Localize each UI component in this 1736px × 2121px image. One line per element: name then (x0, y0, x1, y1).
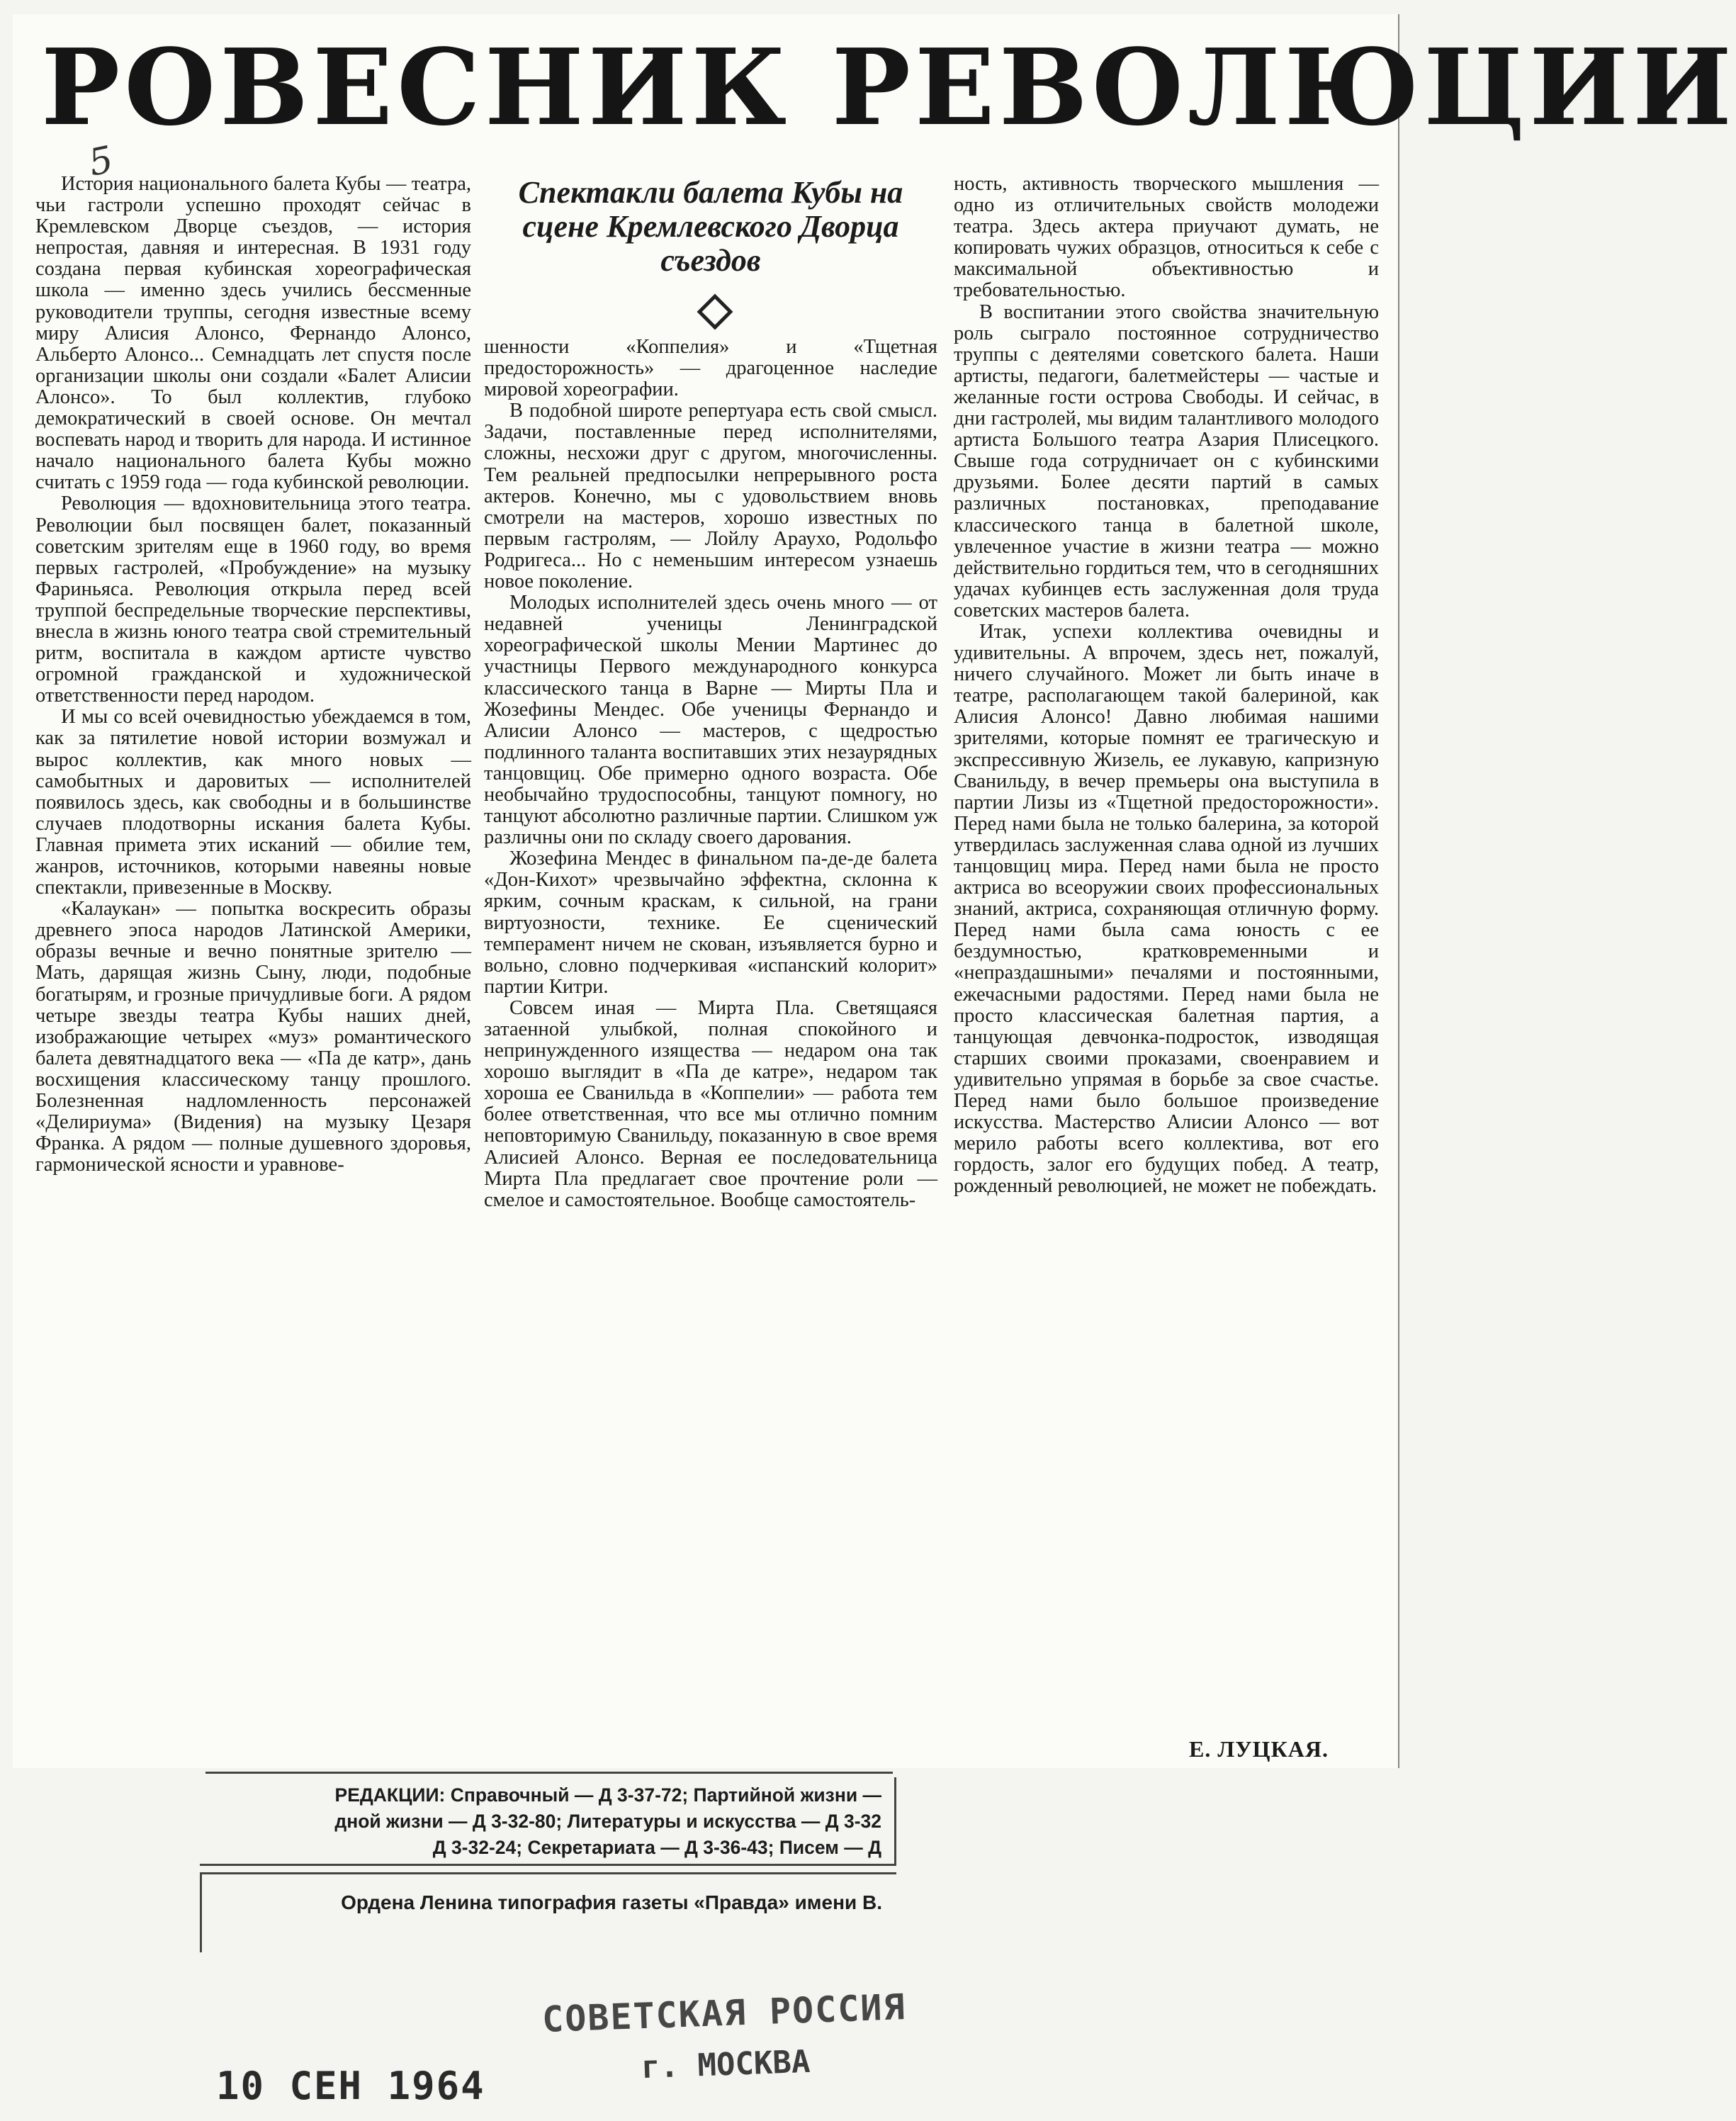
paragraph: Жозефина Мендес в финальном па-де-де балета «Дон-Кихот» чрезвычайно эффектна, склонна к ярким, сочным краскам, к сильной, на грани виртуозности, технике. Ее сценический темперамент ничем не скован, изъявляется бурно и вольно, словно подчеркивая «испанский колорит» партии Китри. (484, 848, 937, 998)
newspaper-stamp: СОВЕТСКАЯ РОССИЯ (541, 1986, 907, 2040)
date-stamp: 10 СЕН 1964 (216, 2064, 485, 2108)
paragraph: Революция — вдохновительница этого театра. Революции был посвящен балет, показанный советским зрителям еще в 1960 году, во время первых гастролей, «Пробуждение» на музыку Фариньяса. Революция открыла перед всей труппой беспредельные творческие перспективы, внесла в жизнь юного театра свой стремительный ритм, воспитала в каждом артисте чувство огромной гражданской и художнической ответственности перед народом. (35, 493, 471, 707)
paragraph: История национального балета Кубы — театра, чьи гастроли успешно проходят сейчас в Кремлевском Дворце съездов, — история непростая, давняя и интересная. В 1931 году создана первая кубинская хореографическая школа — именно здесь учились бессменные руководители труппы, сегодня известные всему миру Алисия Алонсо, Фернандо Алонсо, Альберто Алонсо... Семнадцать лет спустя после организации школы они создали «Балет Алисии Алонсо». То был коллектив, глубоко демократический в своей основе. Он мечтал воспевать народ и творить для народа. И истинное начало национального балета Кубы можно считать с 1959 года — года кубинской революции. (35, 173, 471, 494)
editorial-phones-line: РЕДАКЦИИ: Справочный — Д 3-37-72; Партийной жизни — (334, 1784, 881, 1806)
paragraph: В воспитании этого свойства значительную роль сыграло постоянное сотрудничество труппы с деятелями советского балета. Наши артисты, педагоги, балетмейстеры — частые и желанные гости острова Свободы. И сейчас, в дни гастролей, мы видим талантливого молодого артиста Большого театра Азария Плисецкого. Свыше года сотрудничает он с кубинскими друзьями. Более десяти партий в самых различных постановках, преподавание классического танца в балетной школе, увлеченное участие в жизни театра — можно действительно гордиться тем, что в сегодняшних удачах кубинцев есть заслуженная доля труда советских мастеров балета. (954, 300, 1379, 621)
article-clipping (13, 14, 1736, 1768)
paragraph: И мы со всей очевидностью убеждаемся в том, как за пятилетие новой истории возмужал и вырос коллектив, как много новых — самобытных и даровитых — исполнителей появилось здесь, как свободны и в большинстве случаев плодотворны искания балета Кубы. Главная примета этих исканий — обилие тем, жанров, источников, которыми навеяны новые спектакли, привезенные в Москву. (35, 706, 471, 899)
divider (205, 1772, 893, 1774)
printing-house-line: Ордена Ленина типография газеты «Правда» имени В. (341, 1891, 882, 1913)
city-stamp: г. МОСКВА (641, 2043, 811, 2086)
editorial-phones-box (200, 1777, 896, 1866)
headline: РОВЕСНИК РЕВОЛЮЦИИ (41, 26, 1736, 149)
article-column-1 (35, 174, 471, 1768)
paragraph: Итак, успехи коллектива очевидны и удивительны. А впрочем, здесь нет, пожалуй, ничего случайного. Может ли быть иначе в театре, располагающем такой балериной, как Алисия Алонсо! Давно любимая нашими зрителями, которые помнят ее трагическую и экспрессивную Жизель, ее лукавую, капризную Сванильду, в вечер премьеры она выступила в партии Лизы из «Тщетной предосторожности». Перед нами была не только балерина, за которой утвердилась заслуженная слава одной из лучших танцовщиц мира. Перед нами была не просто актриса во всеоружии своих профессиональных знаний, актриса, сохраняющая отличную форму. Перед нами была сама юность с ее бездумностью, кратковременными и «непраздашными» печалями и постоянными, ежечасными радостями. Перед нами была не просто классическая балетная партия, а танцующая девчонка-подросток, изводящая старших своими проказами, своенравием и удивительно упрямая в борьбе за свое счастье. Перед нами было большое произведение искусства. Мастерство Алисии Алонсо — вот мерило работы всего коллектива, вот его гордость, залог его будущих побед. А театр, рожденный революцией, не может не побеждать. (954, 620, 1379, 1198)
paragraph: шенности «Коппелия» и «Тщетная предосторожность» — драгоценное наследие мировой хореографии. (484, 336, 937, 401)
handwritten-mark: 5 (85, 138, 117, 185)
paragraph: Совсем иная — Мирта Пла. Светящаяся затаенной улыбкой, полная спокойного и непринужденного изящества — недаром она так хорошо выглядит в «Па де катре», недаром так хороша ее Сванильда в «Коппелии» — работа тем более ответственная, что все мы отлично помним неповторимую Сванильду, показанную в свое время Алисией Алонсо. Верная ее последовательница Мирта Пла предлагает свое прочтение роли — смелое и самостоятельное. Вообще самостоятель- (484, 996, 937, 1211)
subheadline: Спектакли балета Кубы на сцене Кремлевского Дворца съездов (518, 175, 903, 278)
diamond-ornament-icon (697, 294, 733, 330)
paragraph: В подобной широте репертуара есть свой смысл. Задачи, поставленные перед исполнителями, сложны, несхожи друг с другом, многочисленны. Тем реальней предпосылки непрерывного роста актеров. Конечно, мы с удовольствием вновь смотрели на мастеров, хорошо известных по первым гастролям, — Лойлу Араухо, Родольфо Родригеса... Но с неменьшим интересом узнаешь новое поколение. (484, 400, 937, 593)
article-column-2 (484, 337, 937, 1761)
editorial-phones-line: Д 3-32-24; Секретариата — Д 3-36-43; Писем — Д (432, 1837, 881, 1858)
paragraph: «Калаукан» — попытка воскресить образы древнего эпоса народов Латинской Америки, образы вечные и вечно понятные зрителю — Мать, дарящая жизнь Сыну, люди, подобные богатырям, и грозные причудливые боги. А рядом четыре звезды театра Кубы наших дней, изображающие четырех «муз» романтического балета девятнадцатого века — «Па де катр», дань восхищения классическому танцу прошлого. Болезненная надломленность персонажей «Делириума» (Видения) на музыку Цезаря Франка. А рядом — полные душевного здоровья, гармонической ясности и уравнове- (35, 898, 471, 1176)
paragraph: Молодых исполнителей здесь очень много — от недавней ученицы Ленинградской хореографической школы Мении Мартинес до участницы Первого международного конкурса классического танца в Варне — Мирты Пла и Жозефины Мендес. Обе ученицы Фернандо и Алисии Алонсо — мастеров, с щедростью подлинного таланта воспитавших этих незаурядных танцовщиц. Обе примерно одного возраста. Обе необычайно трудоспособны, танцуют помногу, но танцуют абсолютно различные партии. Слишком уж различны они по складу своего дарования. (484, 592, 937, 849)
printing-house-box (200, 1872, 896, 1952)
article-column-3 (954, 174, 1379, 1740)
author-signature: Е. ЛУЦКАЯ. (1189, 1736, 1329, 1762)
editorial-phones-line: дной жизни — Д 3-32-80; Литературы и искусства — Д 3-32 (334, 1811, 881, 1832)
paragraph: ность, активность творческого мышления — одно из отличительных свойств молодежи театра. Здесь актера приучают думать, не копировать чужих образцов, относиться к себе с максимальной объективностью и требовательностью. (954, 173, 1379, 302)
